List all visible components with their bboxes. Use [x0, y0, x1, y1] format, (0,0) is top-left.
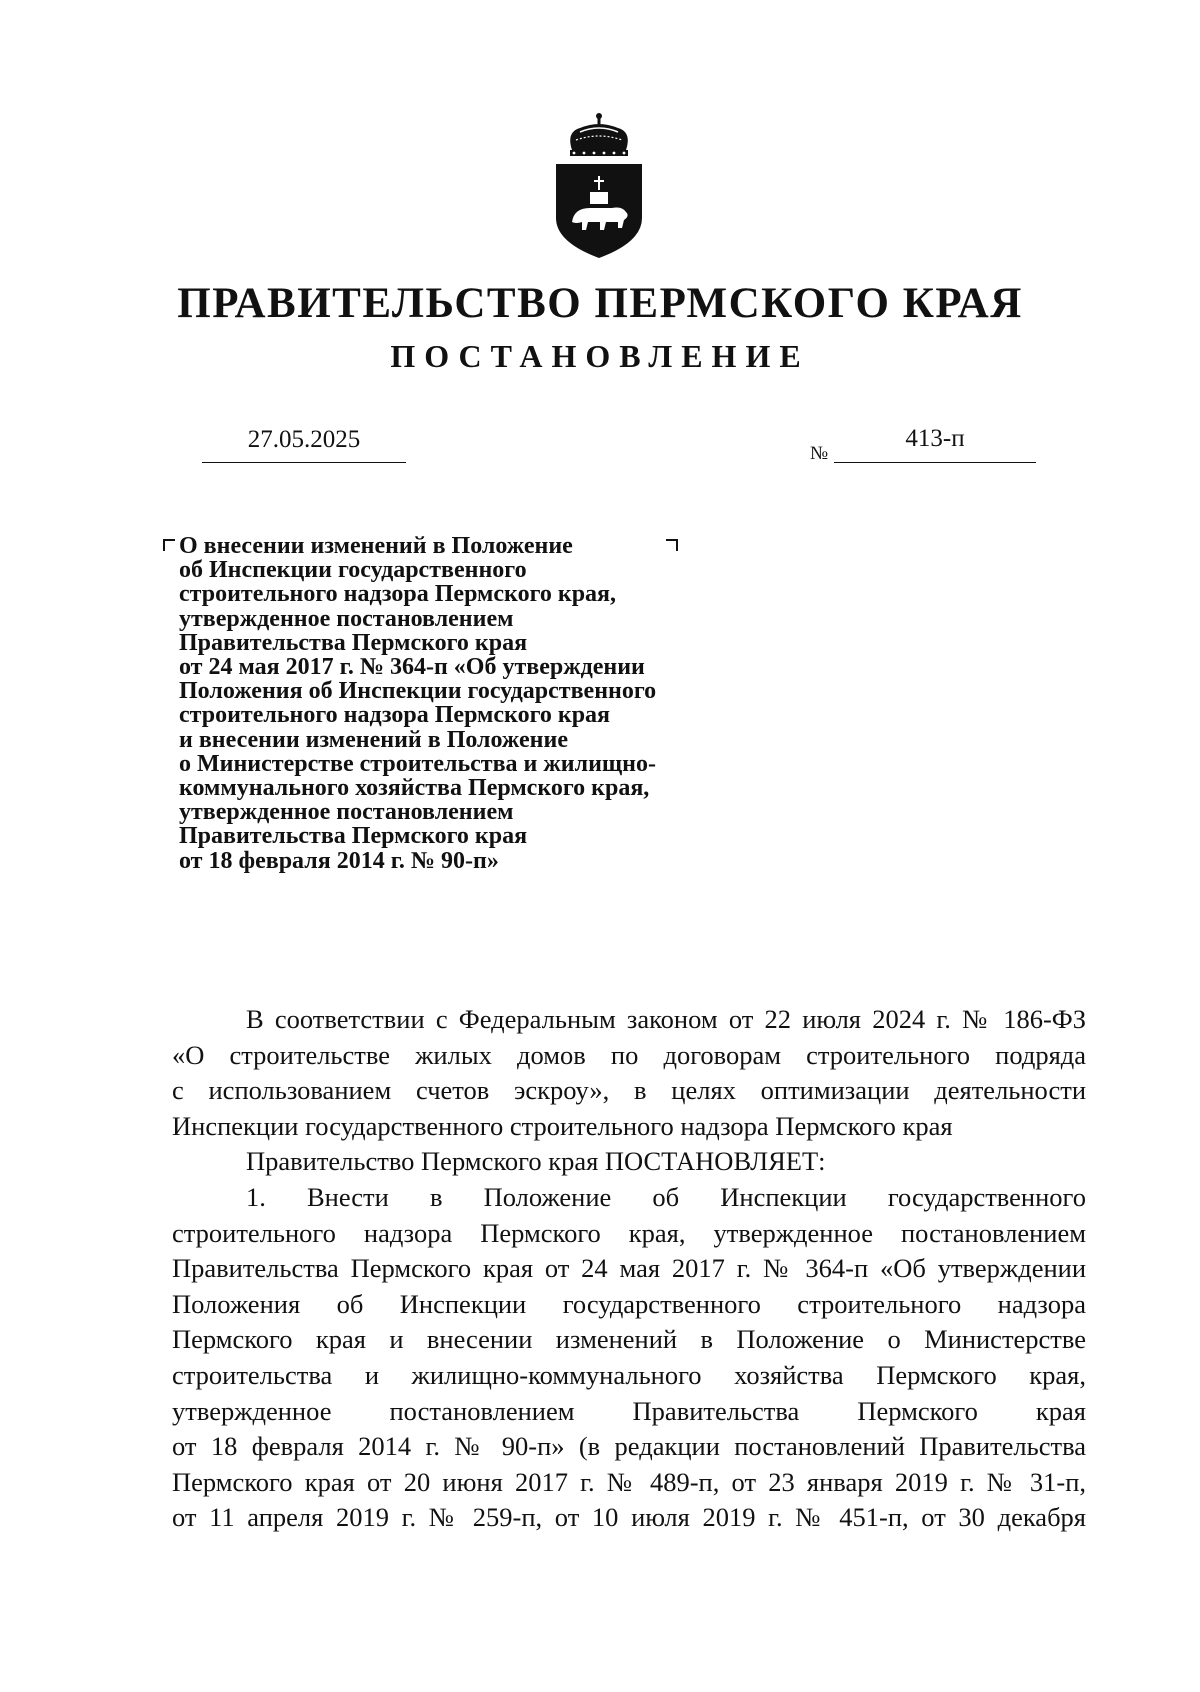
subject-line: строительного надзора Пермского края, [179, 581, 617, 608]
body-line: В соответствии с Федеральным законом от 22 июля 2024 г. № 186-ФЗ [246, 1004, 1086, 1034]
body-line: утвержденное постановлением Правительства Пермского края [172, 1395, 1086, 1426]
body-line: от 11 апреля 2019 г. № 259-п, от 10 июля 2019 г. № 451-п, от 30 декабря [172, 1502, 1086, 1533]
body-line: Положения об Инспекции государственного строительного надзора [172, 1288, 1086, 1319]
subject-line: Положения об Инспекции государственного [179, 678, 657, 705]
body-line: Пермского края от 20 июня 2017 г. № 489-п, от 23 января 2019 г. № 31-п, [172, 1466, 1086, 1497]
subject-line: об Инспекции государственного [179, 557, 527, 584]
body-line: с использованием счетов эскроу», в целях оптимизации деятельности [172, 1075, 1086, 1106]
document-type: ПОСТАНОВЛЕНИЕ [390, 338, 810, 374]
body-line: 1. Внести в Положение об Инспекции государственного [246, 1181, 1086, 1212]
subject-line: строительного надзора Пермского края [179, 702, 611, 729]
subject-line: Правительства Пермского края [179, 629, 528, 656]
body-line: Пермского края и внесении изменений в Положение о Министерстве [172, 1324, 1086, 1355]
body-line: строительства и жилищно-коммунального хозяйства Пермского края, [172, 1359, 1086, 1390]
body-line: «О строительстве жилых домов по договорам строительного подряда [172, 1039, 1086, 1070]
subject-line: утвержденное постановлением [179, 605, 514, 632]
subject-line: от 18 февраля 2014 г. № 90-п» [179, 847, 499, 874]
body-line: строительного надзора Пермского края, утвержденное постановлением [172, 1217, 1086, 1248]
subject-line: О внесении изменений в Положение [179, 533, 573, 559]
body-line: Правительство Пермского края ПОСТАНОВЛЯЕТ: [246, 1146, 826, 1177]
government-title: ПРАВИТЕЛЬСТВО ПЕРМСКОГО КРАЯ [177, 280, 1023, 327]
body-line: Инспекции государственного строительного надзора Пермского края [172, 1110, 953, 1141]
number-underline [834, 462, 1036, 463]
number-label: № [810, 443, 829, 464]
date-underline [202, 462, 406, 463]
subject-line: утвержденное постановлением [179, 799, 514, 826]
subject-line: Правительства Пермского края [179, 823, 528, 850]
subject-line: о Министерстве строительства и жилищно- [179, 750, 656, 777]
perm-krai-coat-of-arms-icon [550, 110, 648, 260]
body-line: от 18 февраля 2014 г. № 90-п» (в редакции постановлений Правительства [172, 1431, 1086, 1462]
subject-line: и внесении изменений в Положение [179, 726, 568, 753]
subject-corner-left [163, 539, 175, 551]
document-number: 413-п [905, 425, 965, 452]
document-subject [179, 534, 779, 873]
body-line: Правительства Пермского края от 24 мая 2017 г. № 364-п «Об утверждении [172, 1253, 1086, 1284]
document-date: 27.05.2025 [247, 426, 361, 453]
subject-line: коммунального хозяйства Пермского края, [179, 775, 650, 802]
subject-line: от 24 мая 2017 г. № 364-п «Об утверждении [179, 654, 645, 681]
document-body [172, 1002, 1086, 1536]
